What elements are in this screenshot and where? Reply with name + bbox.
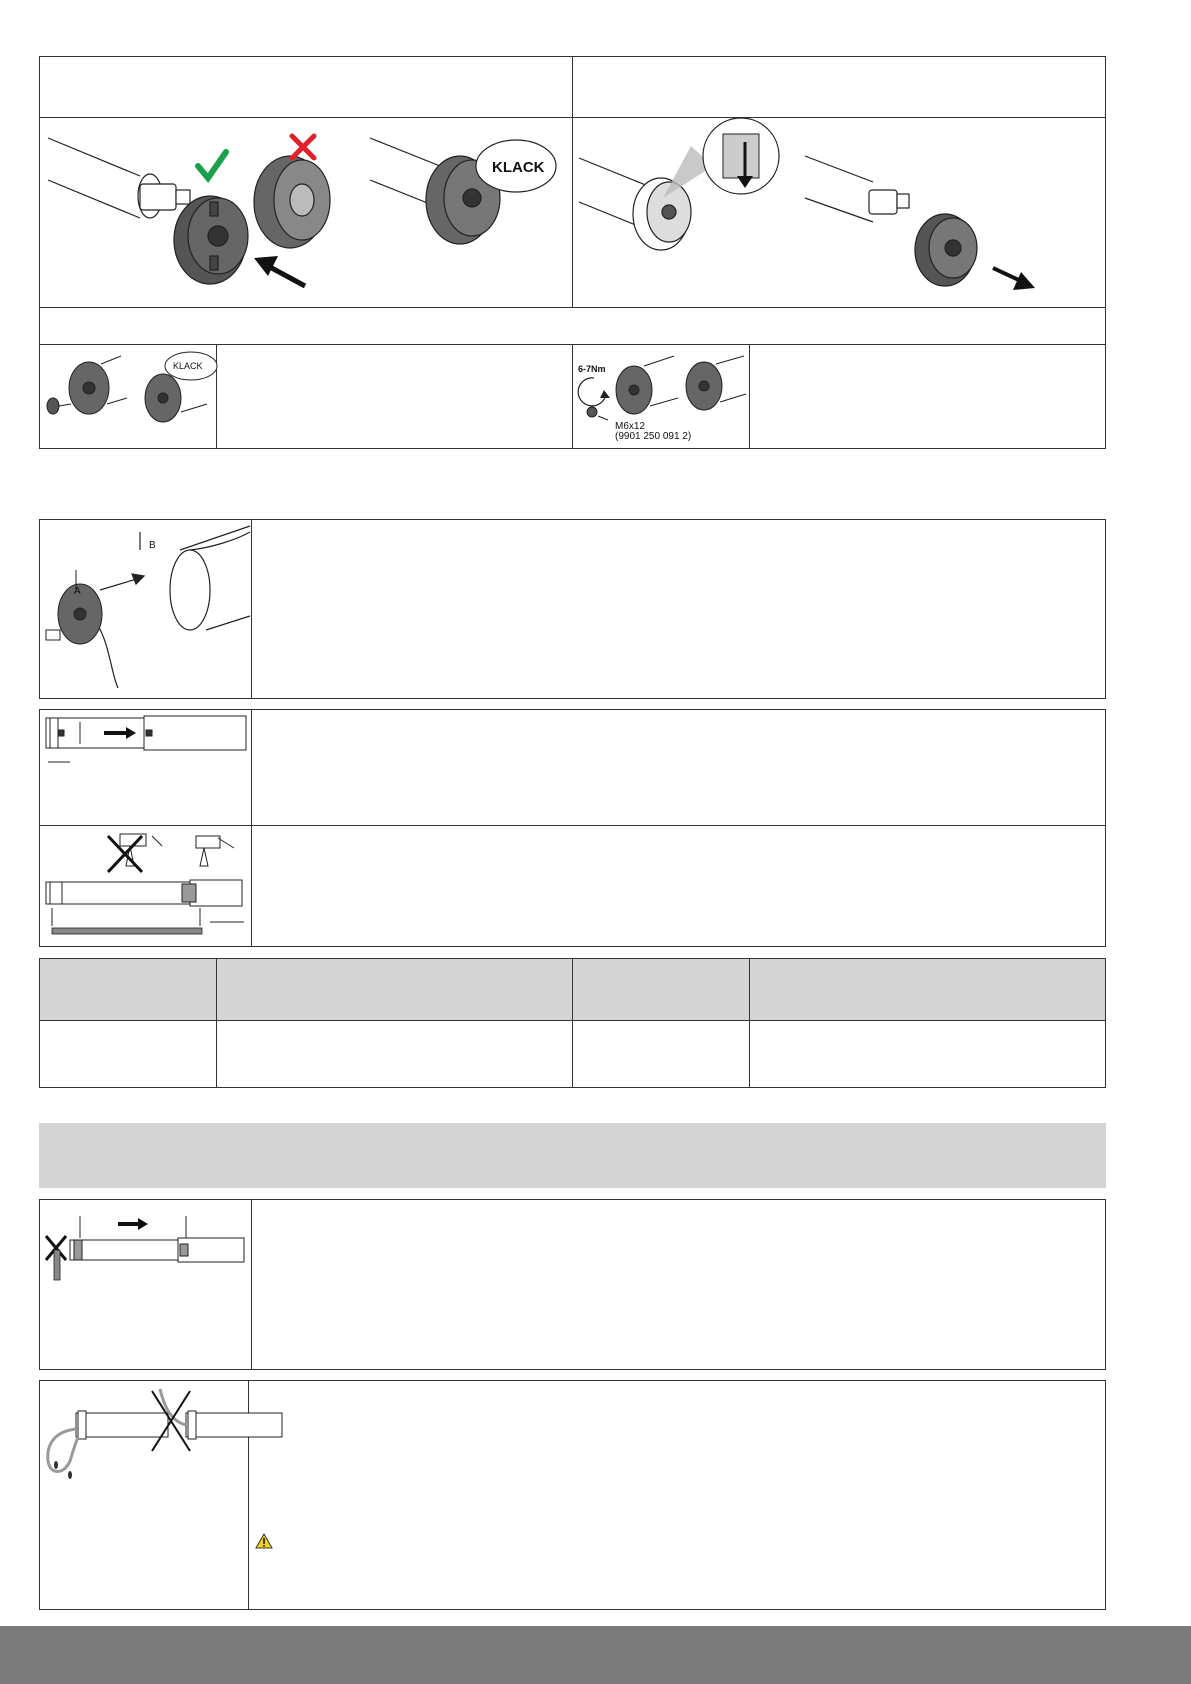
move-arrow-icon — [118, 1218, 148, 1230]
motor-head-bare — [869, 190, 909, 214]
push-arrow-icon — [254, 256, 305, 286]
image-row-divider — [39, 307, 1106, 308]
adapter-mounting-illustration — [40, 118, 571, 306]
tube-row-2-col — [251, 709, 252, 947]
tube-row-1-divider — [251, 519, 252, 699]
screw-spec-label: M6x12 — [615, 421, 646, 432]
push-motor-into-tube-illustration — [40, 710, 250, 824]
check-icon — [198, 152, 226, 178]
label-b: B — [149, 540, 156, 551]
wrong-adapter — [254, 156, 330, 248]
ruler — [52, 928, 202, 934]
rotation-arrow-icon — [578, 378, 606, 406]
cable-drip-loop — [48, 1429, 78, 1472]
warning-icon — [255, 1533, 273, 1549]
screw-part-number: (9901 250 091 2) — [615, 431, 692, 442]
pull-arrow-icon — [993, 268, 1035, 290]
adapter-removal-illustration — [573, 118, 1105, 306]
correct-adapter — [174, 196, 248, 284]
adapter-into-tube-illustration — [40, 520, 250, 698]
drill-position-illustration — [40, 826, 250, 946]
klack-sound-label: KLACK — [492, 159, 545, 176]
no-drill-near-motor-illustration — [40, 1200, 250, 1290]
klack-small-label: KLACK — [173, 361, 203, 371]
cable-routing-divider — [251, 1199, 252, 1370]
motor-head — [140, 184, 190, 210]
dimension-table-col-1 — [216, 958, 217, 1088]
drip-loop-illustration — [40, 1381, 246, 1471]
torque-label: 6-7Nm — [578, 364, 606, 374]
column-divider-2 — [572, 344, 573, 449]
cross-icon — [292, 136, 314, 158]
column-divider-1 — [216, 344, 217, 449]
water-drop-icon — [54, 1461, 58, 1469]
label-a: A — [74, 586, 81, 597]
dimension-table-col-2 — [572, 958, 573, 1088]
release-adapter — [633, 178, 691, 250]
page-footer-bar — [0, 1626, 1191, 1684]
zoom-detail — [703, 118, 779, 194]
column-divider-3 — [749, 344, 750, 449]
removed-adapter — [915, 214, 977, 286]
correct-drill-icon — [196, 836, 234, 866]
dimension-table-col-3 — [749, 958, 750, 1088]
section-heading-band — [39, 1123, 1106, 1188]
